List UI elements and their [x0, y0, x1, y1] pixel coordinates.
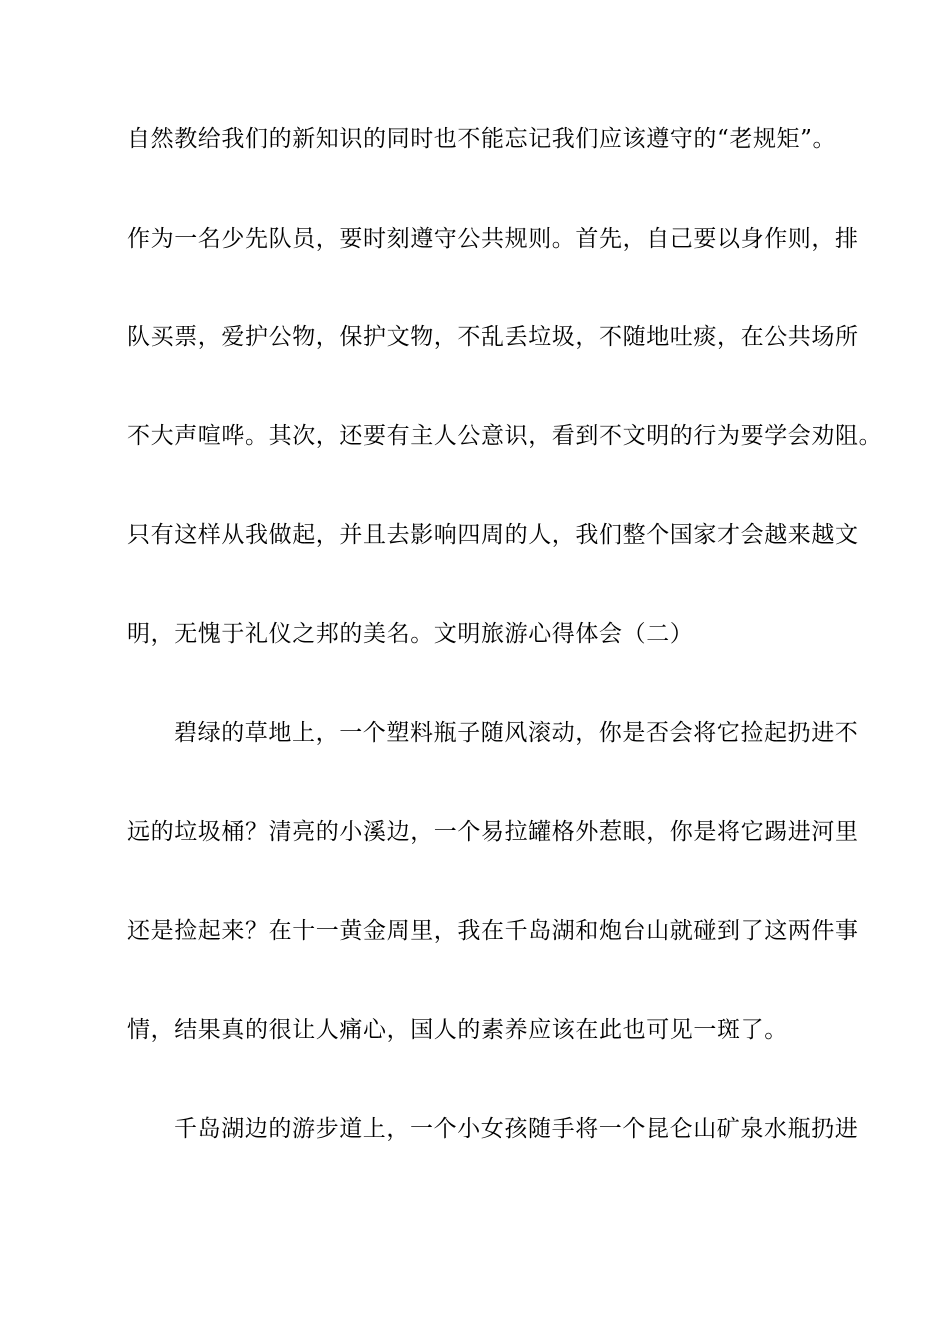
text-line: 自然教给我们的新知识的同时也不能忘记我们应该遵守的“老规矩”。	[127, 126, 837, 152]
text-line: 情，结果真的很让人痛心，国人的素养应该在此也可见一斑了。	[127, 1017, 788, 1043]
text-line: 远的垃圾桶？清亮的小溪边，一个易拉罐格外惹眼，你是将它踢进河里	[127, 819, 859, 845]
paragraph-first-line: 千岛湖边的游步道上，一个小女孩随手将一个昆仑山矿泉水瓶扔进	[174, 1116, 859, 1142]
text-line: 只有这样从我做起，并且去影响四周的人，我们整个国家才会越来越文	[127, 522, 859, 548]
text-line: 队买票，爱护公物，保护文物，不乱丢垃圾，不随地吐痰，在公共场所	[127, 324, 859, 350]
section-heading-line: 明，无愧于礼仪之邦的美名。文明旅游心得体会（二）	[127, 621, 694, 647]
text-line: 作为一名少先队员，要时刻遵守公共规则。首先，自己要以身作则，排	[127, 226, 859, 252]
text-line: 还是捡起来？在十一黄金周里，我在千岛湖和炮台山就碰到了这两件事	[127, 918, 859, 944]
text-line: 不大声喧哗。其次，还要有主人公意识，看到不文明的行为要学会劝阻。	[127, 423, 883, 449]
paragraph-first-line: 碧绿的草地上，一个塑料瓶子随风滚动，你是否会将它捡起扔进不	[174, 720, 859, 746]
